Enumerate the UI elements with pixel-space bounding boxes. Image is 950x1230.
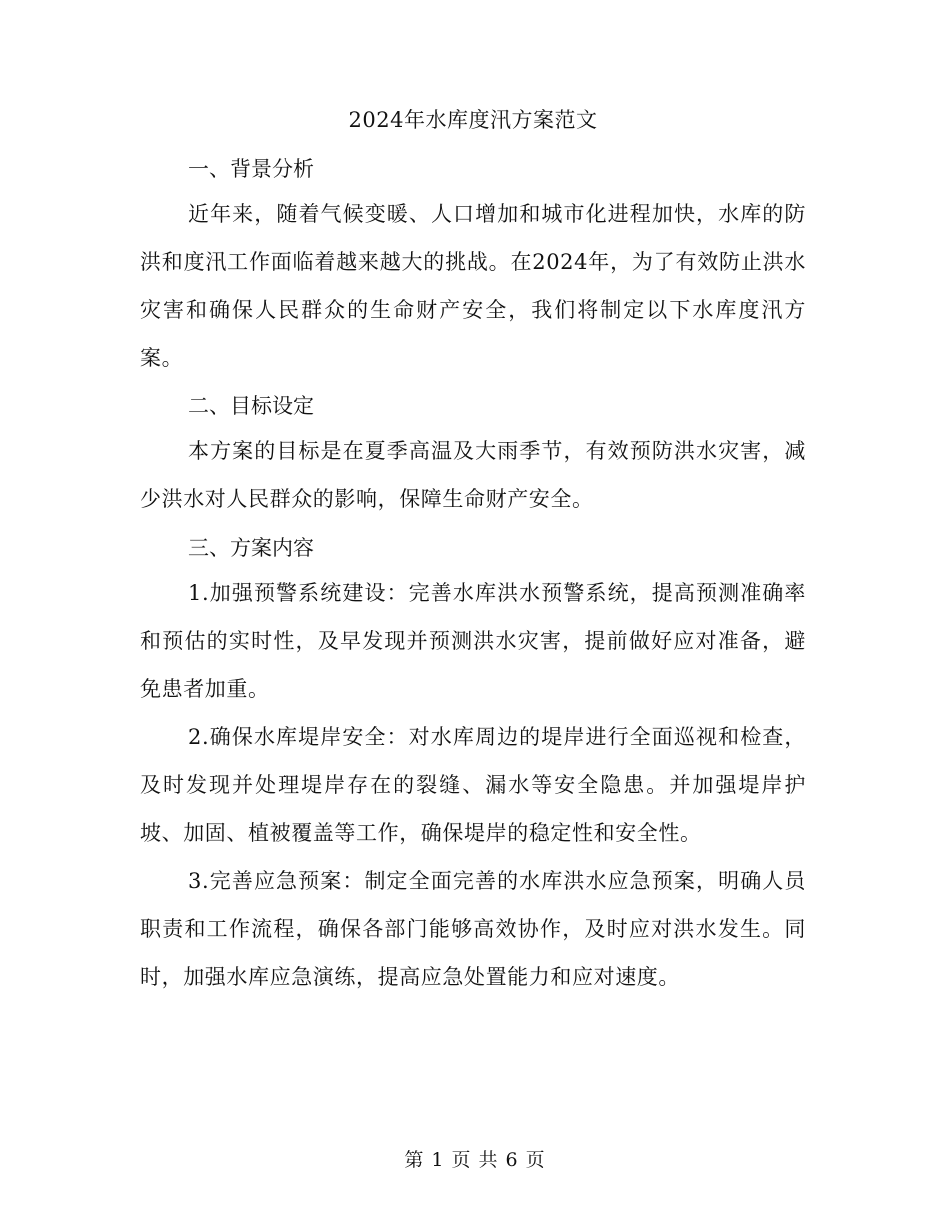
section-heading-background: 一、背景分析 — [188, 157, 314, 181]
paragraph-plan-item-1: 1.加强预警系统建设：完善水库洪水预警系统，提高预测准确率和预估的实时性，及早发现并预测洪水灾害，提前做好应对准备，避免患者加重。 — [140, 581, 806, 701]
document-title: 2024年水库度汛方案范文 — [348, 108, 598, 132]
paragraph-background: 近年来，随着气候变暖、人口增加和城市化进程加快，水库的防洪和度汛工作面临着越来越大的挑战。在2024年，为了有效防止洪水灾害和确保人民群众的生命财产安全，我们将制定以下水库度汛方案。 — [140, 202, 806, 370]
paragraph-plan-item-2: 2.确保水库堤岸安全：对水库周边的堤岸进行全面巡视和检查，及时发现并处理堤岸存在的裂缝、漏水等安全隐患。并加强堤岸护坡、加固、植被覆盖等工作，确保堤岸的稳定性和安全性。 — [140, 725, 806, 845]
paragraph-goals: 本方案的目标是在夏季高温及大雨季节，有效预防洪水灾害，减少洪水对人民群众的影响，保障生命财产安全。 — [140, 439, 806, 511]
paragraph-plan-item-3: 3.完善应急预案：制定全面完善的水库洪水应急预案，明确人员职责和工作流程，确保各部门能够高效协作，及时应对洪水发生。同时，加强水库应急演练，提高应急处置能力和应对速度。 — [140, 869, 806, 989]
page-number-footer: 第 1 页 共 6 页 — [404, 1149, 546, 1171]
section-heading-goals: 二、目标设定 — [188, 394, 314, 418]
section-heading-plan: 三、方案内容 — [188, 536, 314, 560]
